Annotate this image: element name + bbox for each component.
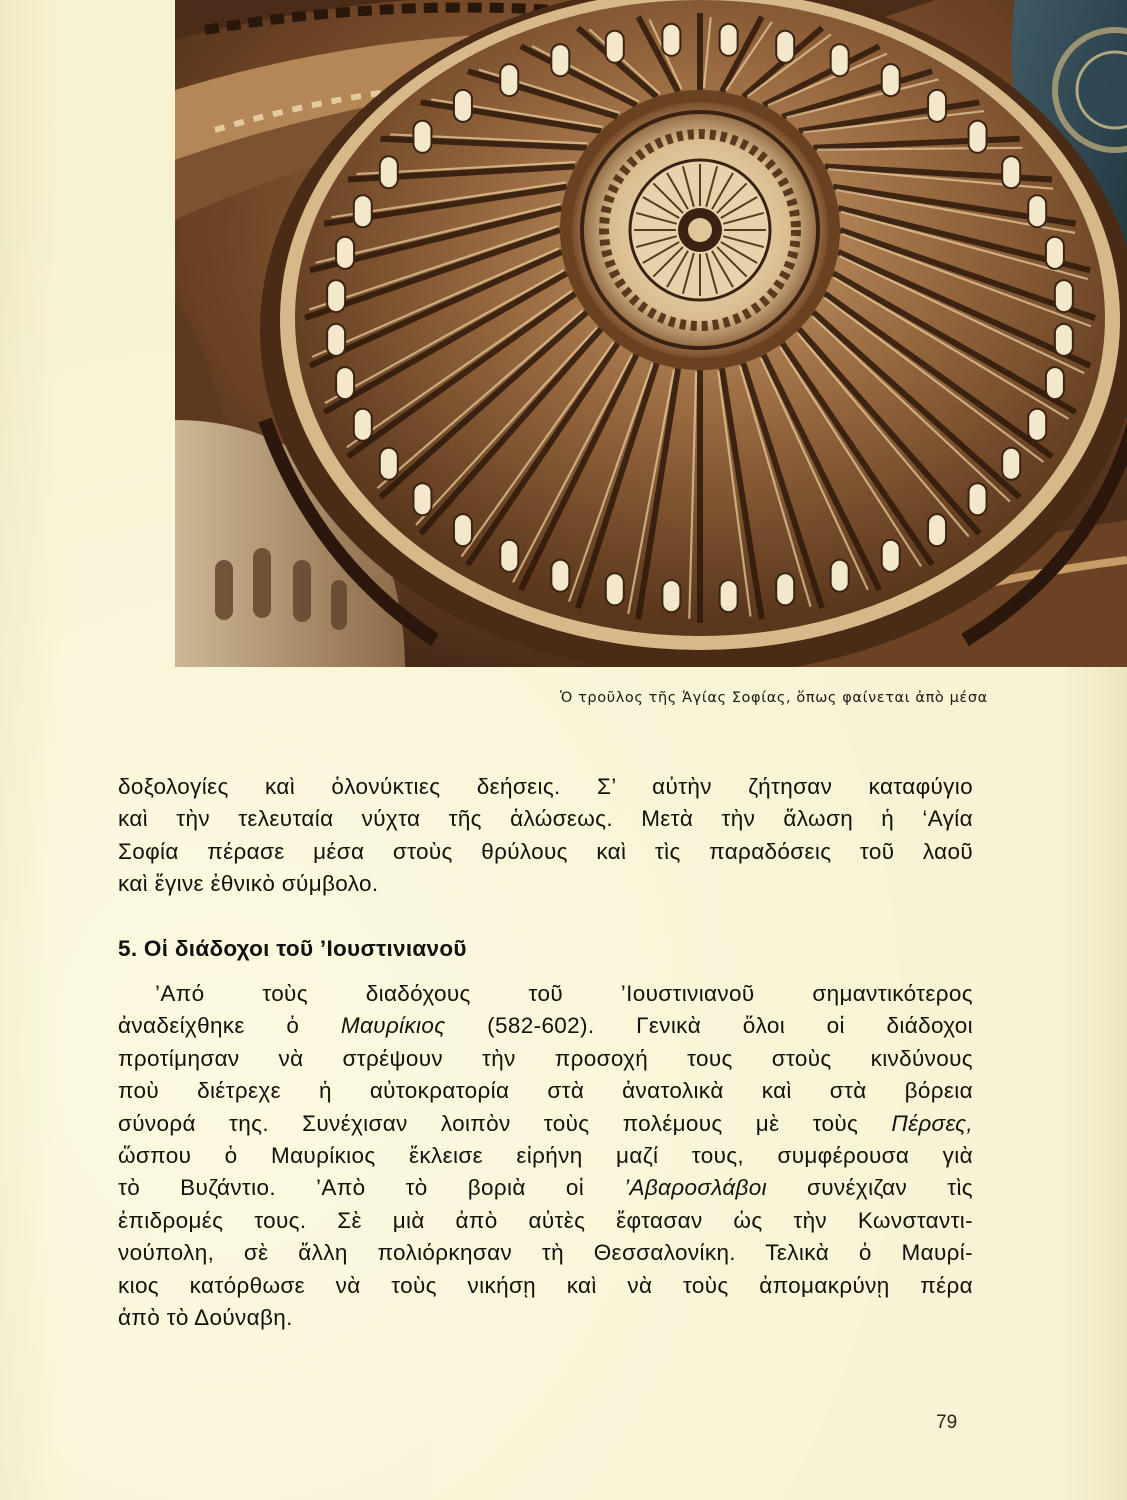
dome-window [1046,237,1064,269]
paragraph-line: καὶ τὴν τελευταία νύχτα τῆς ἁλώσεως. Μετὰ τὴν ἅλωση ἡ ‘Αγία [118,806,973,832]
dome-window [606,573,624,605]
dome-window [1028,195,1046,227]
section-heading: 5. Οἱ διάδοχοι τοῦ ’Ιουστινιανοῦ [118,936,467,961]
dome-window [776,573,794,605]
emphasis-name: Πέρσες, [891,1110,973,1136]
dome-window [928,90,946,122]
dome-window [882,64,900,96]
paragraph-line: δοξολογίες καὶ ὁλονύκτιες δεήσεις. Σ’ αὐτὴν ζήτησαν καταφύγιο [118,774,973,799]
paragraph-line: Σοφία πέρασε μέσα στοὺς θρύλους καὶ τὶς παραδόσεις τοῦ λαοῦ [118,838,973,864]
paragraph-line [118,1010,973,1042]
dome-window [500,64,518,96]
dome-window [662,24,680,56]
page-number: 79 [936,1412,958,1433]
text-run: (582-602). Γενικὰ ὅλοι οἱ διάδοχοι [445,1013,973,1039]
dome-window [551,44,569,76]
paragraph-line: νούπολη, σὲ ἄλλη πολιόρκησαν τὴ Θεσσαλονίκη. Τελικὰ ὁ Μαυρί- [118,1240,973,1266]
dome-window [1055,324,1073,356]
dome-window [336,237,354,269]
paragraph-line [118,1172,973,1204]
paragraph-intro [118,771,973,901]
dome-window [336,367,354,399]
dome-window [606,31,624,63]
dome-window [662,580,680,612]
dome-window [413,483,431,515]
dome-window [720,580,738,612]
dome-window [969,483,987,515]
dome-window [831,44,849,76]
dome-window [1002,156,1020,188]
dome-window [327,280,345,312]
dome-window [1055,280,1073,312]
paragraph-line: ἀπὸ τὸ Δούναβη. [118,1305,293,1331]
dome-window [1002,448,1020,480]
dome-window [327,324,345,356]
dome-window [454,514,472,546]
dome-window [928,514,946,546]
dome-window [551,560,569,592]
dome-window [1028,409,1046,441]
photo-caption: Ὁ τροῦλος τῆς Ἁγίας Σοφίας, ὅπως φαίνεται ἀπὸ μέσα [560,690,988,706]
text-run: σύνορά της. Συνέχισαν λοιπὸν τοὺς πολέμους μὲ τοὺς [118,1110,892,1136]
dome-window [454,90,472,122]
dome-window [1046,367,1064,399]
dome-window [969,121,987,153]
dome-window [354,195,372,227]
paragraph-line: ποὺ διέτρεχε ἡ αὐτοκρατορία στὰ ἀνατολικὰ καὶ στὰ βόρεια [118,1078,973,1104]
dome-window [882,540,900,572]
dome-window [354,409,372,441]
paragraph-line [118,1108,973,1140]
paragraph-line: προτίμησαν νὰ στρέψουν τὴν προσοχή τους στοὺς κινδύνους [118,1045,973,1071]
dome-window [500,540,518,572]
text-run: τὸ Βυζάντιο. ’Απὸ τὸ βοριὰ οἱ [118,1175,625,1201]
paragraph-successors [118,978,973,1334]
dome-window [776,31,794,63]
paragraph-line: καὶ ἔγινε ἐθνικὸ σύμβολο. [118,871,379,897]
dome-window [380,156,398,188]
dome-window [413,121,431,153]
paragraph-line [118,978,973,1010]
emphasis-name: Μαυρίκιος [340,1013,446,1039]
paragraph-line: κιος κατόρθωσε νὰ τοὺς νικήσῃ καὶ νὰ τοὺς ἀπομακρύνῃ πέρα [118,1272,973,1298]
text-run: ’Από τοὺς διαδόχους τοῦ ’Ιουστινιανοῦ σημαντικότερος [155,981,973,1006]
dome-window [380,448,398,480]
emphasis-name: ’Αβαροσλάβοι [624,1175,767,1201]
hagia-sophia-dome-photo [175,0,1127,667]
text-run: ἀναδείχθηκε ὁ [118,1013,341,1039]
paragraph-line: ἐπιδρομές τους. Σὲ μιὰ ἀπὸ αὐτὲς ἔφτασαν ὡς τὴν Κωνσταντι- [118,1207,973,1233]
dome-illustration [175,0,1127,667]
text-run: συνέχιζαν τὶς [766,1175,973,1201]
dome-window [831,560,849,592]
paragraph-line: ὥσπου ὁ Μαυρίκιος ἔκλεισε εἰρήνη μαζί τους, συμφέρουσα γιὰ [118,1143,973,1169]
dome-window [720,24,738,56]
